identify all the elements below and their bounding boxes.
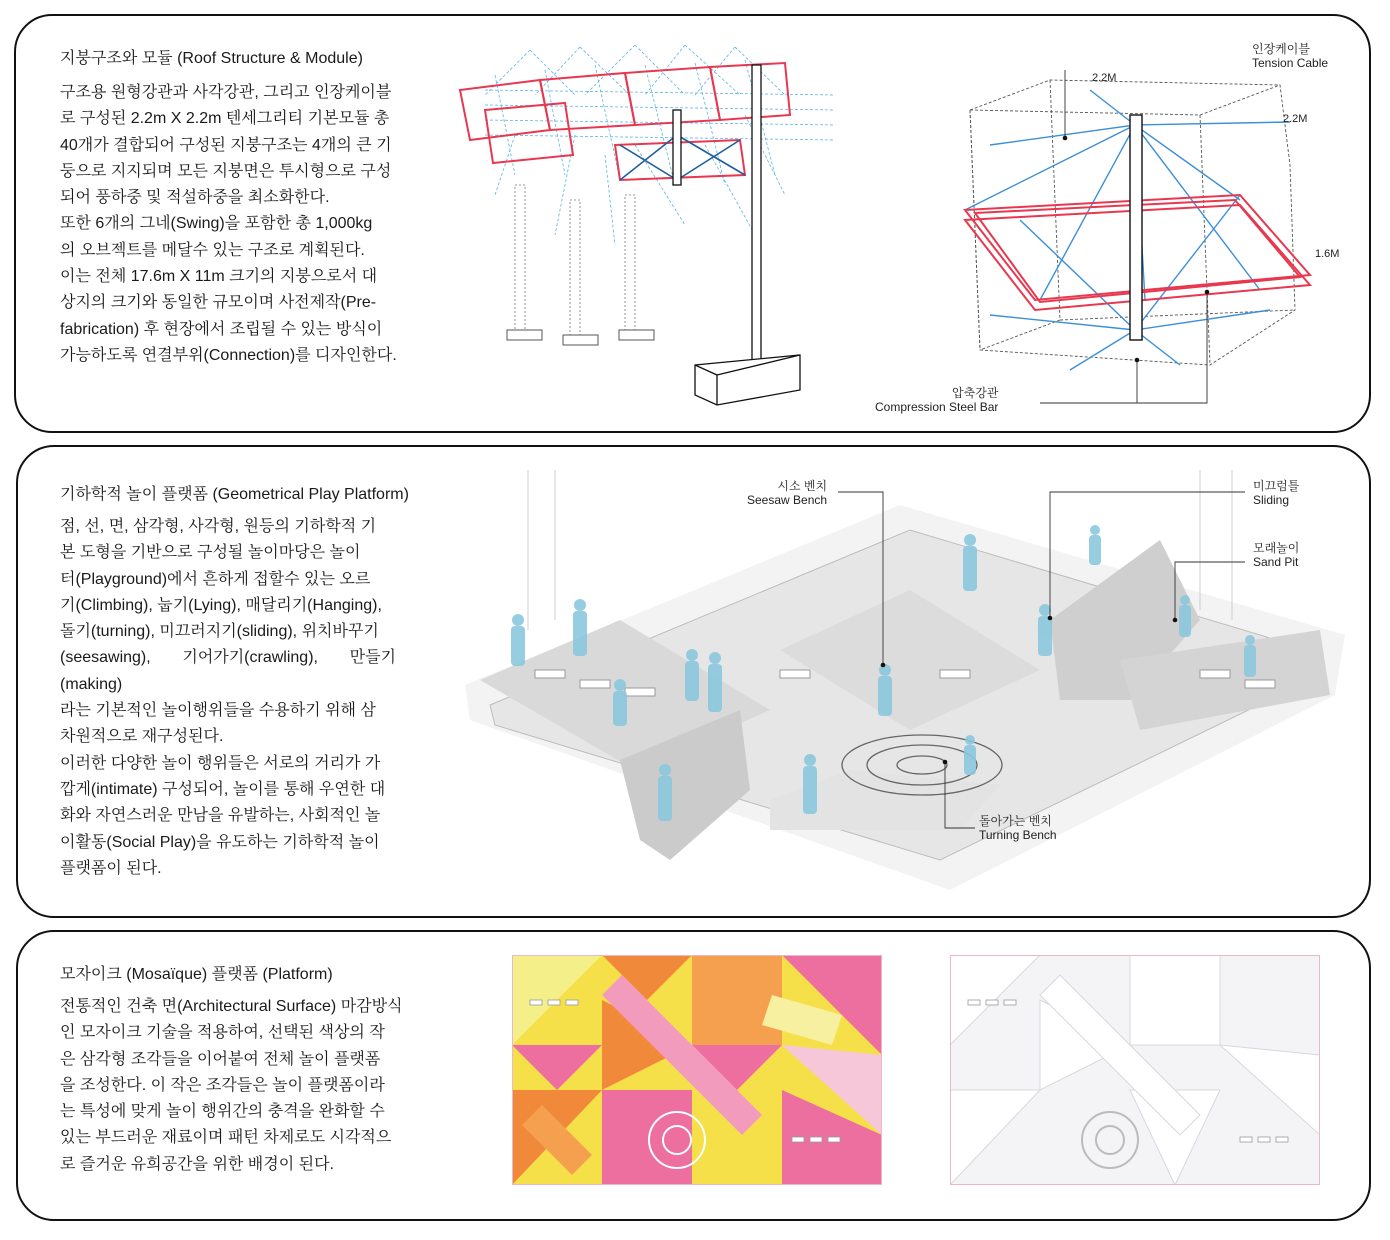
dim-height-label: 1.6M	[1315, 248, 1340, 260]
text-line: 기(Climbing), 눕기(Lying), 매달리기(Hanging),	[60, 596, 382, 614]
roof-structure-title: 지붕구조와 모듈 (Roof Structure & Module)	[60, 50, 363, 67]
text-line: 이는 전체 17.6m X 11m 크기의 지붕으로서 대	[60, 268, 378, 286]
text-line: 상지의 크기와 동일한 규모이며 사전제작(Pre-	[60, 294, 377, 312]
text-line: 또한 6개의 그네(Swing)을 포함한 총 1,000kg	[60, 215, 373, 233]
text-line: 점, 선, 면, 삼각형, 사각형, 원등의 기하학적 기	[60, 518, 377, 535]
roof-red-frames	[460, 63, 790, 180]
swing-seats	[507, 330, 654, 345]
text-line: 인 모자이크 기술을 적용하여, 선택된 색상의 작	[60, 1024, 385, 1042]
play-platform-axonometric	[440, 470, 1370, 910]
text-line: 둥으로 지지되며 모든 지붕면은 투시형으로 구성	[60, 162, 392, 180]
roof-axonometric-drawing	[455, 35, 855, 415]
text-line: 가능하도록 연결부위(Connection)를 디자인한다.	[60, 346, 397, 364]
text-line: 이러한 다양한 놀이 행위들은 서로의 거리가 가	[60, 754, 381, 772]
text-line: 차원적으로 재구성된다.	[60, 728, 224, 746]
play-platform-text	[60, 514, 396, 882]
hanging-swings	[515, 185, 635, 340]
dim-depth-label: 2.2M	[1283, 113, 1308, 125]
turning-bench-label: 돌아가는 벤치 Turning Bench	[979, 814, 1057, 842]
white-mosaic-plan	[950, 955, 1320, 1185]
mosaique-text	[60, 994, 403, 1178]
roof-cable-net	[485, 45, 835, 245]
text-line: 라는 기본적인 놀이행위들을 수용하기 위해 삼	[60, 702, 376, 720]
roof-structure-text	[60, 80, 403, 369]
text-line: 플랫폼이 된다.	[60, 859, 162, 877]
text-line: 의 오브젝트를 메달수 있는 구조로 계획된다.	[60, 241, 365, 259]
text-line: 은 삼각형 조각들을 이어붙여 전체 놀이 플랫폼	[60, 1050, 381, 1068]
text-line: 있는 부드러운 재료이며 패턴 차제로도 시각적으	[60, 1129, 392, 1147]
main-column	[752, 65, 761, 365]
dim-width-label: 2.2M	[1092, 72, 1117, 84]
color-mosaic-plan	[512, 955, 882, 1185]
column-footing	[695, 355, 800, 405]
text-line: 는 특성에 맞게 놀이 행위간의 충격을 완화할 수	[60, 1103, 385, 1121]
compression-bar-label: 압축강관 Compression Steel Bar	[875, 386, 999, 414]
text-line: 화와 자연스러운 만남을 유발하는, 사회적인 놀	[60, 807, 381, 825]
text-line: 로 즐거운 유희공간을 위한 배경이 된다.	[60, 1155, 334, 1173]
compression-steel-bar	[1130, 115, 1142, 340]
seesaw-bench-label: 시소 벤치 Seesaw Bench	[747, 479, 828, 507]
text-line: 을 조성한다. 이 작은 조각들은 놀이 플랫폼이라	[60, 1076, 385, 1094]
play-platform-title: 기하학적 놀이 플랫폼 (Geometrical Play Platform)	[60, 486, 409, 503]
text-line: 이활동(Social Play)을 유도하는 기하학적 놀이	[60, 833, 380, 851]
tensegrity-module-drawing	[950, 70, 1330, 410]
text-line: 전통적인 건축 면(Architectural Surface) 마감방식	[60, 998, 403, 1015]
module-post	[673, 110, 681, 185]
text-line: 로 구성된 2.2m X 2.2m 텐세그리티 기본모듈 총	[60, 110, 390, 128]
text-line: fabrication) 후 현장에서 조립될 수 있는 방식이	[60, 320, 383, 338]
text-line: 터(Playground)에서 흔하게 접할수 있는 오르	[60, 570, 371, 588]
text-line: 돌기(turning), 미끄러지기(sliding), 위치바꾸기	[60, 623, 379, 641]
sand-pit-label: 모래놀이 Sand Pit	[1253, 541, 1300, 569]
mosaique-title: 모자이크 (Mosaïque) 플랫폼 (Platform)	[60, 966, 333, 983]
text-line: 본 도형을 기반으로 구성될 놀이마당은 놀이	[60, 544, 361, 562]
sliding-label: 미끄럼틀 Sliding	[1253, 479, 1300, 507]
text-line: 구조용 원형강관과 사각강관, 그리고 인장케이블	[60, 84, 392, 101]
tension-cables	[965, 90, 1290, 370]
text-line: 되어 풍하중 및 적설하중을 최소화한다.	[60, 189, 330, 207]
text-line: 깝게(intimate) 구성되어, 놀이를 통해 우연한 대	[60, 780, 386, 798]
text-line: (seesawing), 기어가기(crawling), 만들기(making)	[60, 649, 396, 693]
tension-cable-label: 인장케이블 Tension Cable	[1252, 42, 1329, 70]
text-line: 40개가 결합되어 구성된 지붕구조는 4개의 큰 기	[60, 136, 392, 154]
